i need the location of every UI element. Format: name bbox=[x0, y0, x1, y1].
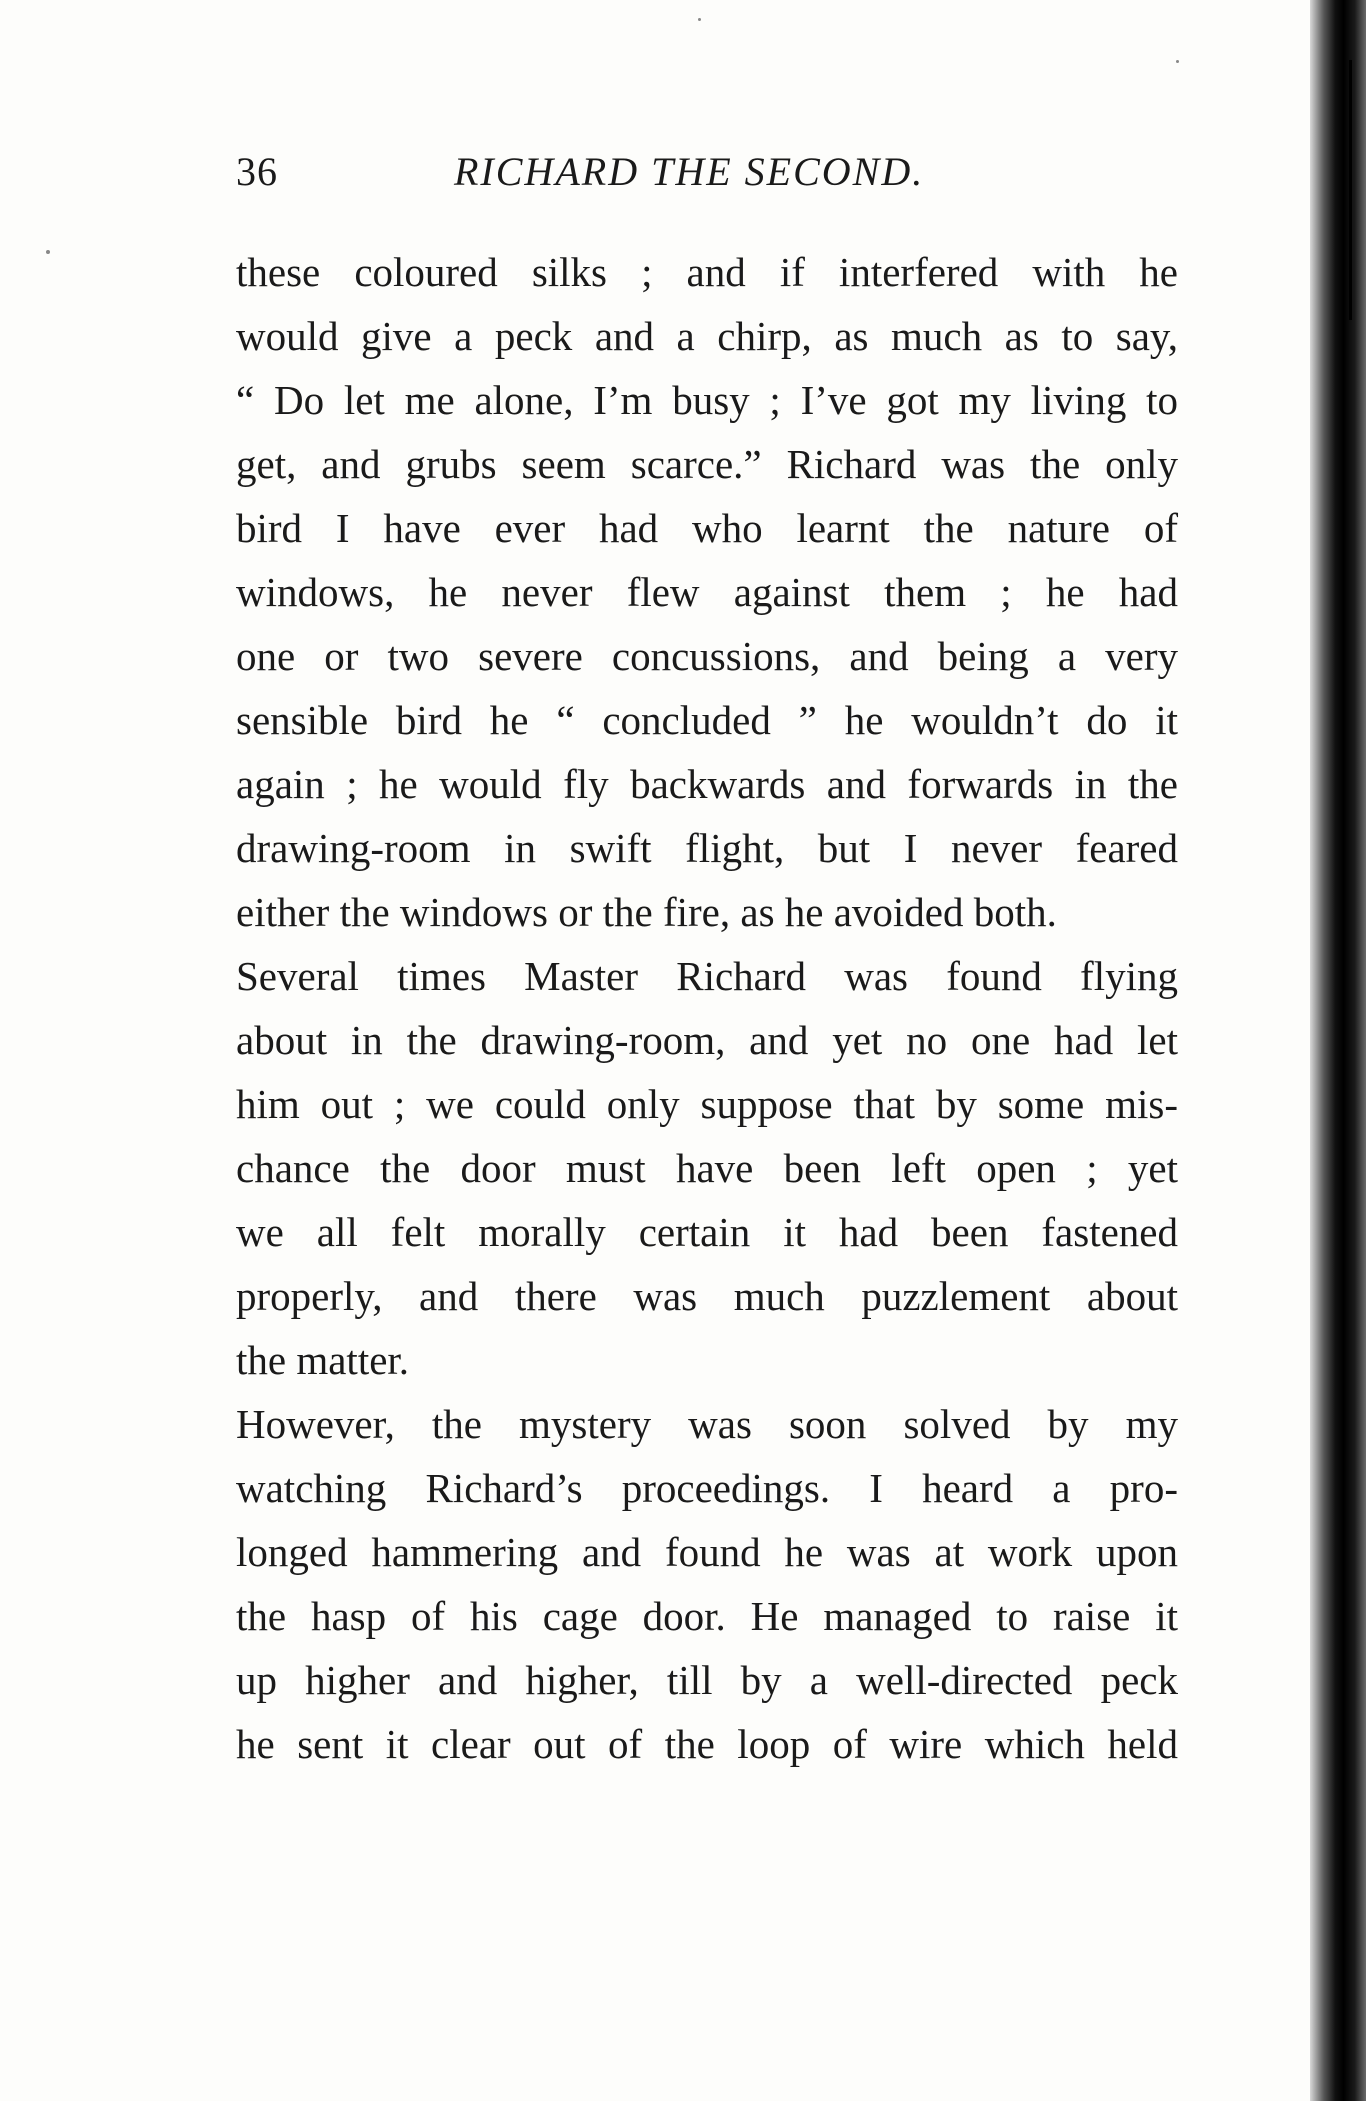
text-line: the matter. bbox=[236, 1337, 410, 1383]
text-line: these coloured silks ; and if interfered with he bbox=[236, 249, 1178, 295]
text-line: the hasp of his cage door. He managed to raise it bbox=[236, 1593, 1178, 1639]
text-line: drawing-room in swift flight, but I never feared bbox=[236, 825, 1178, 871]
text-line: chance the door must have been left open ; yet bbox=[236, 1145, 1178, 1191]
text-line: Several times Master Richard was found flying bbox=[236, 953, 1178, 999]
book-binding-shadow bbox=[1310, 0, 1366, 2101]
text-line: would give a peck and a chirp, as much as to say, bbox=[236, 313, 1178, 359]
text-line: sensible bird he “ concluded ” he wouldn’t do it bbox=[236, 697, 1178, 743]
text-line: up higher and higher, till by a well-directed peck bbox=[236, 1657, 1178, 1703]
text-line: However, the mystery was soon solved by my bbox=[236, 1401, 1178, 1447]
text-line: him out ; we could only suppose that by some mis- bbox=[236, 1081, 1178, 1127]
page-header bbox=[236, 148, 1186, 198]
text-line: we all felt morally certain it had been fastened bbox=[236, 1209, 1178, 1255]
running-title: RICHARD THE SECOND. bbox=[454, 149, 925, 194]
text-line: “ Do let me alone, I’m busy ; I’ve got my living to bbox=[236, 377, 1178, 423]
binding-edge-line bbox=[1349, 60, 1352, 320]
text-line: either the windows or the fire, as he avoided both. bbox=[236, 889, 1057, 935]
text-line: get, and grubs seem scarce.” Richard was the only bbox=[236, 441, 1178, 487]
paper-speck bbox=[1176, 60, 1179, 63]
text-line: again ; he would fly backwards and forwards in the bbox=[236, 761, 1178, 807]
text-line: bird I have ever had who learnt the nature of bbox=[236, 505, 1178, 551]
body-text bbox=[236, 240, 1178, 1776]
paper-speck bbox=[698, 18, 701, 21]
paper-speck bbox=[46, 250, 50, 254]
text-line: about in the drawing-room, and yet no one had let bbox=[236, 1017, 1178, 1063]
text-line: one or two severe concussions, and being a very bbox=[236, 633, 1178, 679]
text-line: longed hammering and found he was at work upon bbox=[236, 1529, 1178, 1575]
page-number: 36 bbox=[236, 149, 278, 194]
text-line: windows, he never flew against them ; he had bbox=[236, 569, 1178, 615]
text-line: watching Richard’s proceedings. I heard a pro- bbox=[236, 1465, 1178, 1511]
text-line: he sent it clear out of the loop of wire which held bbox=[236, 1721, 1178, 1767]
text-line: properly, and there was much puzzlement about bbox=[236, 1273, 1178, 1319]
